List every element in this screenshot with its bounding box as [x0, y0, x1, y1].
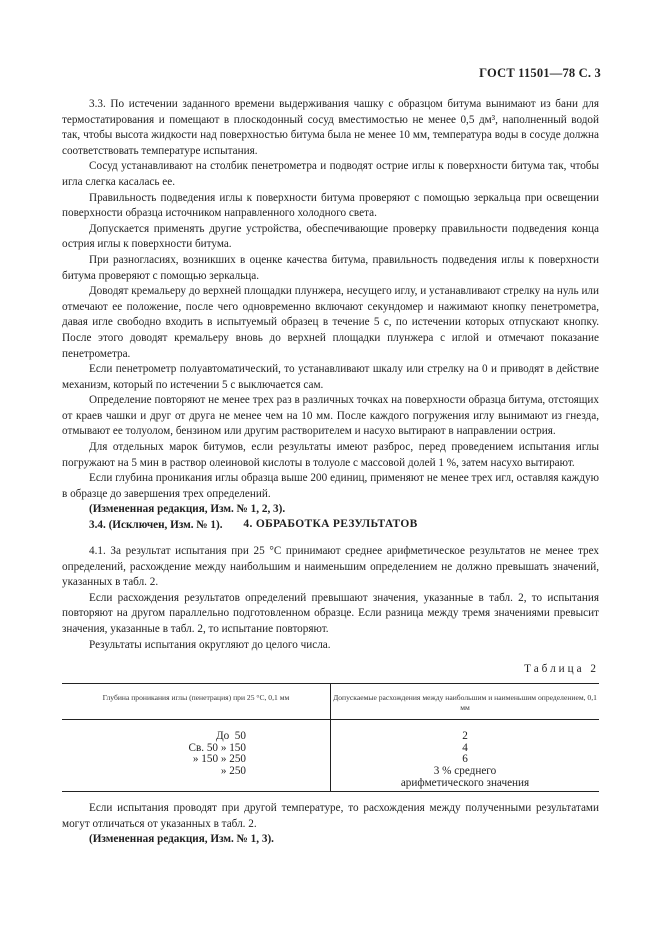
paragraph: Если пенетрометр полуавтоматический, то устанавливают шкалу или стрелку на 0 и приводят в действие механизм, который по истечении 5 с выключается сам.: [62, 363, 599, 391]
amendment-note: (Измененная редакция, Изм. № 1, 2, 3).: [89, 503, 286, 516]
section-4-title: 4. ОБРАБОТКА РЕЗУЛЬТАТОВ: [243, 518, 418, 530]
paragraph: Правильность подведения иглы к поверхности битума проверяют с помощью зеркальца при освещении поверхности образца источником направленного холодного света.: [62, 191, 599, 220]
paragraph: Если испытания проводят при другой температуре, то расхождения между полученными результатами могут отличаться от указанных в табл. 2.: [62, 802, 599, 830]
closing-text: [62, 801, 599, 848]
paragraph: Сосуд устанавливают на столбик пенетрометра и подводят острие иглы к поверхности битума так, чтобы игла слегка касалась ее.: [62, 160, 599, 188]
paragraph: При разногласиях, возникших в оценке качества битума, правильность подведения иглы к поверхности битума проверяют с помощью зеркальца.: [62, 253, 599, 282]
table-cell-tolerance: 3 % среднего арифметического значения: [400, 765, 530, 789]
paragraph-3-3: 3.3. По истечении заданного времени выдерживания чашку с образцом битума вынимают из бани для термостатирования и помещают в плоскодонный сосуд вместимостью не менее 0,5 дм³, наполненный водой так, чтобы высота жидкости над поверхностью битума была не менее 10 мм, температура воды в сосуде должна соответствовать температуре испытания.: [62, 98, 599, 157]
table-cell-range: До 50: [215, 730, 246, 742]
table-cell-range: » 250: [220, 765, 246, 778]
amendment-note: (Измененная редакция, Изм. № 1, 3).: [89, 833, 274, 846]
paragraph: Если расхождения результатов определений превышают значения, указанные в табл. 2, то испытания повторяют на другом параллельно подготовленном образце. Если разница между тремя значениями превысит значения, указанные в табл. 2, то испытание повторяют.: [62, 591, 599, 635]
table-cell-range: Св. 50 » 150: [188, 741, 246, 754]
column-tolerance: [331, 731, 599, 790]
table-2: [62, 683, 599, 791]
table-cell-tolerance: 2: [462, 730, 468, 742]
paragraph: Определение повторяют не менее трех раз в различных точках на поверхности образца битума, отстоящих от краев чашки и друг от друга не менее чем на 10 мм. После каждого погружения иглу вынимают из гнезда, отмывают ее толуолом, бензином или другим растворителем и насухо вытирают в направлении острия.: [62, 394, 599, 438]
paragraph: Допускается применять другие устройства, обеспечивающие проверку правильности подведения конца острия иглы к поверхности битума.: [62, 222, 599, 251]
paragraph-4-1: 4.1. За результат испытания при 25 °С принимают среднее арифметическое результатов не менее трех определений, расхождение между наибольшим и наименьшим определением не должно превышать значений, указанных в табл. 2.: [62, 545, 599, 589]
column-header-tolerance: Допускаемые расхождения между наибольшим и наименьшим определением, 0,1 мм: [333, 693, 597, 712]
document-header: ГОСТ 11501—78 С. 3: [479, 66, 601, 80]
paragraph: Результаты испытания округляют до целого числа.: [89, 638, 331, 651]
table-bottom-rule: [62, 791, 599, 792]
section-3-text: [62, 97, 599, 534]
paragraph: Доводят кремальеру до верхней площадки плунжера, несущего иглу, и устанавливают стрелку на нуль или отмечают ее положение, после чего одновременно включают секундомер и нажимают кнопку пенетрометра, давая игле свободно входить в испытуемый образец в течение 5 с, по истечении которых отпускают кнопку. После этого доводят кремальеру вновь до верхней площадки плунжера с иглой и отмечают показание пенетрометра.: [62, 285, 599, 360]
table-cell-tolerance: 6: [462, 753, 468, 766]
item-3-4-excluded: 3.4. (Исключен, Изм. № 1).: [89, 519, 223, 532]
column-penetration: [124, 731, 254, 778]
section-4-text: [62, 544, 599, 653]
column-header-penetration: Глубина проникания иглы (пенетрация) при 25 °С, 0,1 мм: [102, 693, 290, 702]
table-cell-tolerance: 4: [462, 741, 468, 754]
table-cell-range: » 150 » 250: [192, 753, 246, 766]
paragraph: Для отдельных марок битумов, если результаты имеют разброс, перед проведением испытания иглы погружают на 5 мин в раствор олеиновой кислоты в толуоле с массовой долей 1 %, затем насухо вытирают.: [62, 441, 599, 469]
table-label: Таблица 2: [524, 663, 599, 675]
paragraph: Если глубина проникания иглы образца выше 200 единиц, применяют не менее трех игл, оставляя каждую в образце до завершения трех определений.: [62, 472, 599, 500]
